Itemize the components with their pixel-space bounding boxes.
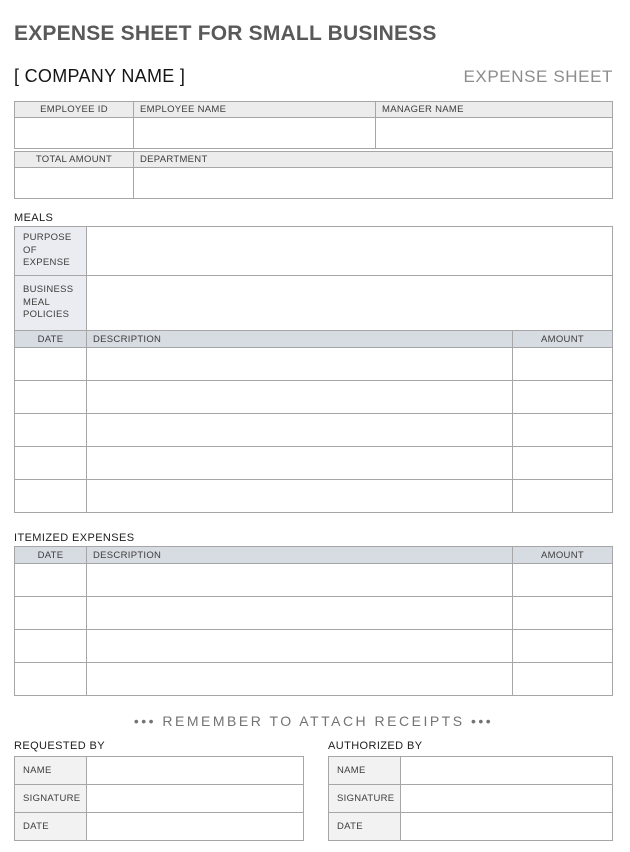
table-row — [15, 381, 613, 414]
table-row — [15, 813, 304, 841]
purpose-of-expense-cell[interactable] — [87, 227, 613, 276]
meals-section-label: MEALS — [14, 212, 54, 224]
description-cell[interactable] — [87, 447, 513, 480]
requested-name-cell[interactable] — [87, 757, 304, 785]
amount-cell[interactable] — [513, 663, 613, 696]
employee-id-cell[interactable] — [15, 118, 134, 149]
business-meal-policies-cell[interactable] — [87, 276, 613, 331]
manager-name-cell[interactable] — [376, 118, 613, 149]
date-cell[interactable] — [15, 663, 87, 696]
table-row — [329, 813, 613, 841]
date-cell[interactable] — [15, 414, 87, 447]
amount-cell[interactable] — [513, 597, 613, 630]
amount-column-header: AMOUNT — [513, 331, 613, 348]
description-column-header: DESCRIPTION — [87, 331, 513, 348]
table-row — [15, 663, 613, 696]
employee-info-header-row — [15, 102, 613, 118]
employee-name-cell[interactable] — [134, 118, 376, 149]
table-row — [15, 447, 613, 480]
signature-label: SIGNATURE — [329, 785, 401, 813]
business-meal-policies-label: BUSINESS MEAL POLICIES — [15, 276, 87, 331]
requested-signature-cell[interactable] — [87, 785, 304, 813]
authorized-by-block — [328, 740, 613, 841]
total-amount-header: TOTAL AMOUNT — [15, 152, 134, 168]
itemized-column-header-row — [15, 547, 613, 564]
date-cell[interactable] — [15, 630, 87, 663]
date-label: DATE — [329, 813, 401, 841]
date-cell[interactable] — [15, 348, 87, 381]
attach-receipts-reminder: ••• REMEMBER TO ATTACH RECEIPTS ••• — [133, 713, 494, 729]
date-cell[interactable] — [15, 381, 87, 414]
description-cell[interactable] — [87, 630, 513, 663]
requested-by-label: REQUESTED BY — [14, 740, 105, 752]
itemized-expenses-table — [14, 546, 613, 696]
description-column-header: DESCRIPTION — [87, 547, 513, 564]
itemized-expenses-section-label: ITEMIZED EXPENSES — [14, 532, 135, 544]
description-cell[interactable] — [87, 414, 513, 447]
description-cell[interactable] — [87, 663, 513, 696]
authorized-by-table — [328, 756, 613, 841]
sheet-label: EXPENSE SHEET — [463, 67, 613, 86]
meals-table — [14, 226, 613, 513]
amount-cell[interactable] — [513, 381, 613, 414]
company-row — [14, 66, 613, 87]
table-row — [15, 785, 304, 813]
table-row — [15, 630, 613, 663]
table-row — [15, 597, 613, 630]
employee-name-header: EMPLOYEE NAME — [134, 102, 376, 118]
requested-by-block — [14, 740, 304, 841]
manager-name-header: MANAGER NAME — [376, 102, 613, 118]
amount-cell[interactable] — [513, 447, 613, 480]
requested-date-cell[interactable] — [87, 813, 304, 841]
authorized-name-cell[interactable] — [401, 757, 613, 785]
date-column-header: DATE — [15, 547, 87, 564]
amount-cell[interactable] — [513, 564, 613, 597]
purpose-of-expense-label: PURPOSE OF EXPENSE — [15, 227, 87, 276]
signoff-section — [14, 740, 613, 841]
authorized-date-cell[interactable] — [401, 813, 613, 841]
table-row — [15, 480, 613, 513]
table-row — [15, 168, 613, 199]
amount-cell[interactable] — [513, 630, 613, 663]
total-department-header-row — [15, 152, 613, 168]
description-cell[interactable] — [87, 381, 513, 414]
date-label: DATE — [15, 813, 87, 841]
employee-id-header: EMPLOYEE ID — [15, 102, 134, 118]
date-column-header: DATE — [15, 331, 87, 348]
amount-cell[interactable] — [513, 480, 613, 513]
description-cell[interactable] — [87, 564, 513, 597]
date-cell[interactable] — [15, 564, 87, 597]
requested-by-table — [14, 756, 304, 841]
authorized-signature-cell[interactable] — [401, 785, 613, 813]
description-cell[interactable] — [87, 597, 513, 630]
amount-cell[interactable] — [513, 348, 613, 381]
signature-label: SIGNATURE — [15, 785, 87, 813]
table-row — [329, 785, 613, 813]
description-cell[interactable] — [87, 480, 513, 513]
table-row — [15, 414, 613, 447]
employee-info-table — [14, 101, 613, 149]
business-meal-policies-row — [15, 276, 613, 331]
name-label: NAME — [15, 757, 87, 785]
description-cell[interactable] — [87, 348, 513, 381]
table-row — [329, 757, 613, 785]
department-header: DEPARTMENT — [134, 152, 613, 168]
table-row — [15, 118, 613, 149]
total-amount-cell[interactable] — [15, 168, 134, 199]
purpose-of-expense-row — [15, 227, 613, 276]
company-name: [ COMPANY NAME ] — [14, 66, 186, 86]
table-row — [15, 564, 613, 597]
table-row — [15, 348, 613, 381]
date-cell[interactable] — [15, 597, 87, 630]
authorized-by-label: AUTHORIZED BY — [328, 740, 423, 752]
date-cell[interactable] — [15, 480, 87, 513]
table-row — [15, 757, 304, 785]
department-cell[interactable] — [134, 168, 613, 199]
meals-column-header-row — [15, 331, 613, 348]
date-cell[interactable] — [15, 447, 87, 480]
page-title: EXPENSE SHEET FOR SMALL BUSINESS — [14, 22, 437, 45]
amount-column-header: AMOUNT — [513, 547, 613, 564]
employee-info-section — [14, 101, 613, 199]
name-label: NAME — [329, 757, 401, 785]
amount-cell[interactable] — [513, 414, 613, 447]
total-department-table — [14, 151, 613, 199]
